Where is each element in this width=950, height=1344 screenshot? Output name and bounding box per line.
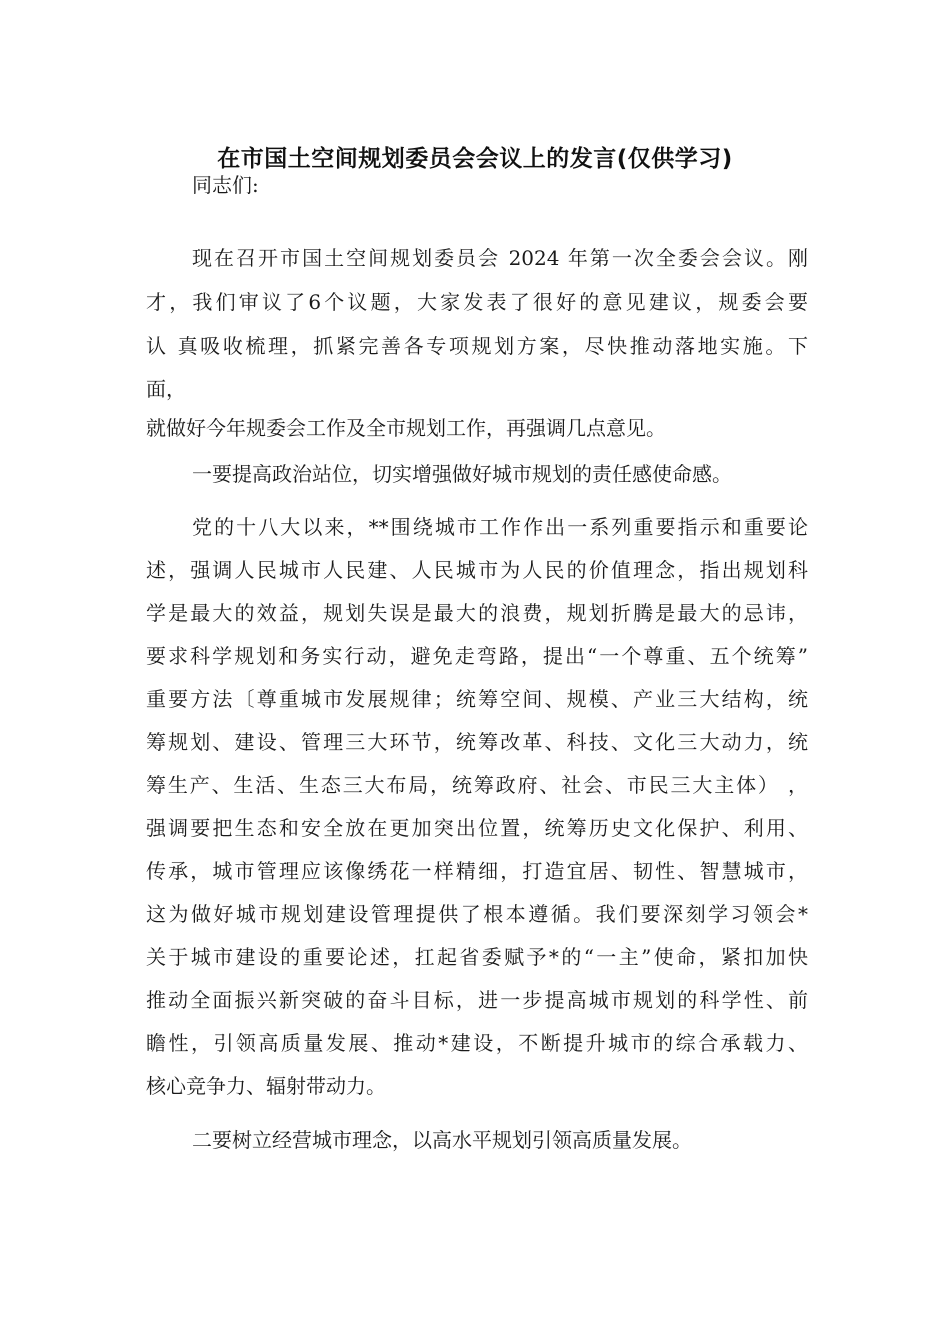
paragraph-line: 重要方法〔尊重城市发展规律；统筹空间、规模、产业三大结构，统	[146, 687, 808, 711]
paragraph-line: 强调要把生态和安全放在更加突出位置，统筹历史文化保护、利用、	[146, 816, 808, 840]
paragraph-line: 这为做好城市规划建设管理提供了根本遵循。我们要深刻学习领会*	[146, 902, 808, 926]
paragraph-line: 党的十八大以来，**围绕城市工作作出一系列重要指示和重要论	[192, 515, 808, 539]
paragraph-line: 面，	[146, 377, 186, 401]
paragraph-line: 推动全面振兴新突破的奋斗目标，进一步提高城市规划的科学性、前	[146, 988, 808, 1012]
paragraph-line: 就做好今年规委会工作及全市规划工作，再强调几点意见。	[146, 416, 666, 440]
paragraph-line: 核心竞争力、辐射带动力。	[146, 1074, 386, 1098]
paragraph-line: 才，我们审议了6个议题，大家发表了很好的意见建议，规委会要	[146, 290, 808, 314]
paragraph-line: 认 真吸收梳理，抓紧完善各专项规划方案，尽快推动落地实施。下	[146, 334, 808, 358]
document-title: 在市国土空间规划委员会会议上的发言(仅供学习)	[217, 146, 733, 172]
section-heading-2: 二要树立经营城市理念，以高水平规划引领高质量发展。	[192, 1128, 692, 1152]
paragraph-line: 要求科学规划和务实行动，避免走弯路，提出“一个尊重、五个统筹”	[146, 644, 808, 668]
paragraph-line: 学是最大的效益，规划失误是最大的浪费，规划折腾是最大的忌讳，	[146, 601, 808, 625]
paragraph-line: 述，强调人民城市人民建、人民城市为人民的价值理念，指出规划科	[146, 558, 808, 582]
paragraph-line: 筹规划、建设、管理三大环节，统筹改革、科技、文化三大动力，统	[146, 730, 808, 754]
salutation: 同志们:	[192, 173, 259, 197]
paragraph-line: 传承，城市管理应该像绣花一样精细，打造宜居、韧性、智慧城市，	[146, 859, 808, 883]
section-heading-1: 一要提高政治站位，切实增强做好城市规划的责任感使命感。	[192, 462, 732, 486]
paragraph-line: 瞻性，引领高质量发展、推动*建设，不断提升城市的综合承载力、	[146, 1031, 808, 1055]
paragraph-line: 筹生产、生活、生态三大布局，统筹政府、社会、市民三大主体） ，	[146, 773, 808, 797]
paragraph-line: 现在召开市国土空间规划委员会 2024 年第一次全委会会议。刚	[192, 246, 808, 270]
paragraph-line: 关于城市建设的重要论述，扛起省委赋予*的“一主”使命，紧扣加快	[146, 945, 808, 969]
